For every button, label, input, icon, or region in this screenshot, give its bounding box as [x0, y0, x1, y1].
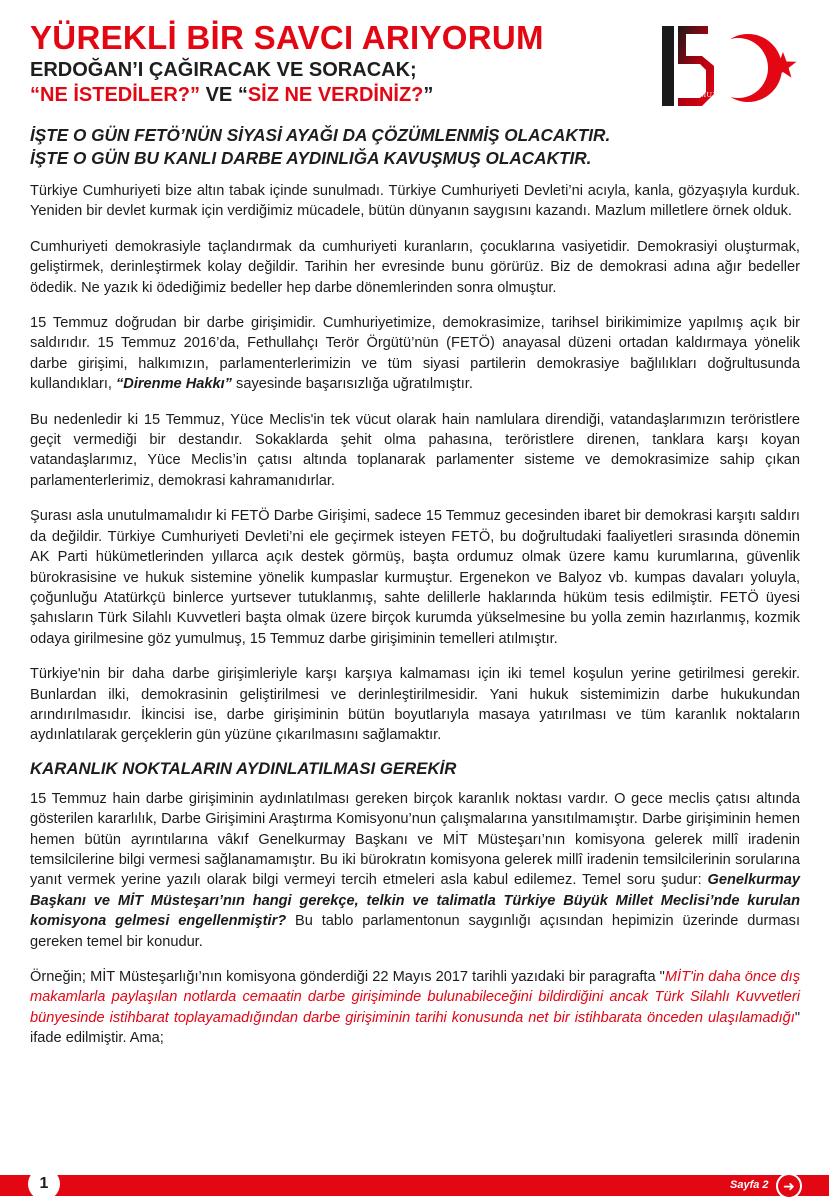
direnme-hakki-emphasis: “Direnme Hakkı”: [115, 376, 232, 393]
paragraph-4: Bu nedenledir ki 15 Temmuz, Yüce Meclis'in tek vücut olarak hain namlulara direndiği, vatandaşlarımızın teröristlere geçit vermediği bir destandır. Sokaklarda şehit olma pahasına, teröristlere direnen, tanklara karşı koyan vatandaşlarımız, Yüce Meclis’in çatısı altında toplanarak parlamenter sisteme ve demokrasimize sahip çıkan parlamenterlerimiz, demokrasi kahramanıdırlar.: [30, 411, 800, 489]
question-2: SİZ NE VERDİNİZ?: [247, 84, 424, 106]
question-1: “NE İSTEDİLER?”: [30, 84, 201, 106]
question-2-close-quote: ”: [423, 84, 434, 106]
intro-line-2: İŞTE O GÜN BU KANLI DARBE AYDINLIĞA KAVUŞMUŞ OLACAKTIR.: [30, 148, 592, 168]
arrow-right-icon[interactable]: ➜: [776, 1173, 802, 1199]
paragraph-8: [30, 967, 800, 1049]
article-body: [30, 181, 800, 1064]
subtitle-line-1: ERDOĞAN’I ÇAĞIRACAK VE SORACAK;: [30, 59, 417, 81]
page-number: 1: [28, 1168, 60, 1200]
paragraph-6: Türkiye'nin bir daha darbe girişimleriyle karşı karşıya kalmaması için iki temel koşulun yerine getirilmesi gerekir. Bunlardan ilki, demokrasinin geliştirilmesi ve derinleştirilmesidir. Yani hukuk sistemimizin darbe hukukundan arındırılmasıdır. İkincisi ise, darbe girişiminin bütün boyutlarıyla masaya yatırılması ve tüm karanlık noktaların aydınlatılarak gerçeklerin gün yüzüne çıkarılmasını sağlamaktır.: [30, 666, 800, 744]
paragraph-1: Türkiye Cumhuriyeti bize altın tabak içinde sunulmadı. Türkiye Cumhuriyeti Devleti’ni acıyla, kanla, gözyaşıyla kurduk. Yeniden bir devlet kurmak için verdiğimiz mücadele, bütün dünyanın saygısını kazandı. Mazlum milletlere örnek olduk.: [30, 183, 800, 220]
logo-label: TEMMUZ: [682, 90, 718, 99]
paragraph-2: Cumhuriyeti demokrasiyle taçlandırmak da cumhuriyeti kuranların, çocuklarına vasiyetidir. Demokrasiyi oluşturmak, geliştirmek, derinleştirmek kolay değildir. Tarihin her evresinde bunu görürüz. Biz de demokrasi adına ağır bedeller ödedik. Ne yazık ki ödediğimiz bedeller hep darbe dönemlerinden sonra olmuştur.: [30, 238, 800, 296]
mit-quote: MİT'in daha önce dış makamlarla paylaşılan notlarda cemaatin darbe girişiminde bulunabileceğini bildirdiğini ancak Türk Silahlı Kuvvetleri bünyesinde istihbarat toplayamadığından darbe girişiminin tarihi konusunda net bir istihbarata önceden ulaşılamadığı: [30, 969, 800, 1026]
page-title: YÜREKLİ BİR SAVCI ARIYORUM: [30, 19, 544, 56]
next-page-label[interactable]: Sayfa 2: [730, 1179, 769, 1191]
15-temmuz-logo: [656, 22, 804, 112]
crescent-star-icon: [656, 22, 804, 112]
paragraph-3-text: 15 Temmuz doğrudan bir darbe girişimidir. Cumhuriyetimize, demokrasimize, tarihsel birikimimize yapılmış açık bir saldırıdır. 15 Temmuz 2016’da, Fethullahçı Terör Örgütü’nün (FETÖ) anayasal düzeni ortadan kaldırmaya yönelik darbe girişimi, halkımızın, parlamenterlerimizin ve tüm siyasi partilerin demokrasiye bağlılıkları doğrultusunda kullandıkları,: [30, 315, 800, 393]
paragraph-3-end: sayesinde başarısızlığa uğratılmıştır.: [231, 376, 473, 393]
paragraph-7: [30, 789, 800, 952]
subtitle-and: VE: [200, 84, 238, 106]
question-2-open-quote: “: [237, 84, 248, 106]
paragraph-8-text: Örneğin; MİT Müsteşarlığı’nın komisyona gönderdiği 22 Mayıs 2017 tarihli yazıdaki bir paragrafta ": [30, 969, 665, 985]
paragraph-5: Şurası asla unutulmamalıdır ki FETÖ Darbe Girişimi, sadece 15 Temmuz gecesinden ibaret bir demokrasi karşıtı saldırı da değildir. Türkiye Cumhuriyeti Devleti’ni ele geçirmek isteyen FETÖ, bu doğrultudaki faaliyetleri sırasında dönemin AK Parti hükümetlerinden yıllarca açık destek görmüş, başta ordumuz olmak üzere kamu kurumlarına, güvenlik bürokrasisine ve hukuk sistemine yönelik kumpaslar kurmuştur. Ergenekon ve Balyoz vb. kumpas davaları yoluyla, çoğunluğu Atatürkçü binlerce yurtsever tutuklanmış, sahte delillerle haklarında hüküm tesis edilmiştir. FETÖ üyesi şahısların Türk Silahlı Kuvvetleri başta olmak üzere birçok kurumda yükselmesine bu yolla zemin hazırlanmış, kozmik odaya girilmesine göz yumulmuş, 15 Temmuz darbe girişiminin temelleri atılmıştır.: [30, 508, 800, 647]
subtitle-line-2: [30, 83, 650, 108]
section-heading: KARANLIK NOKTALARIN AYDINLATILMASI GEREKİR: [30, 758, 457, 778]
header: [30, 18, 650, 108]
intro-line-1: İŞTE O GÜN FETÖ’NÜN SİYASİ AYAĞI DA ÇÖZÜMLENMİŞ OLACAKTIR.: [30, 125, 611, 145]
paragraph-7-text: 15 Temmuz hain darbe girişiminin aydınlatılması gereken birçok karanlık noktası vardır. O gece meclis çatısı altında gösterilen kararlılık, Darbe Girişimini Araştırma Komisyonu’nun çalışmalarına yansıtılmamıştır. Darbe girişiminin hemen hemen bütün ayrıntılarına vâkıf Genelkurmay Başkanı ve MİT Müsteşarı’nın komisyona gelerek millî iradenin temsilcilerine bilgi vermesi sağlanamamıştır. Bu iki bürokratın komisyona gelerek millî iradenin temsilcilerinin sorularına yanıt vermek yerine yazılı olarak bilgi vermeyi tercih etmeleri asla kabul edilemez. Temel soru şudur:: [30, 790, 800, 889]
key-question-emphasis: Genelkurmay Başkanı ve MİT Müsteşarı’nın hangi gerekçe, telkin ve talimatla Türkiye Büyük Millet Meclisi’nde kurulan komisyona gelmesi engellenmiştir?: [30, 872, 800, 930]
intro-statement: [30, 124, 800, 170]
paragraph-7-end: Bu tablo parlamentonun saygınlığı açısından hepimizin üzerinde durması gereken temel bir konudur.: [30, 913, 800, 950]
paragraph-8-end: " ifade edilmiştir. Ama;: [30, 1009, 800, 1047]
paragraph-3: [30, 313, 800, 395]
footer-bar: [0, 1175, 829, 1196]
footer: [0, 1168, 829, 1200]
